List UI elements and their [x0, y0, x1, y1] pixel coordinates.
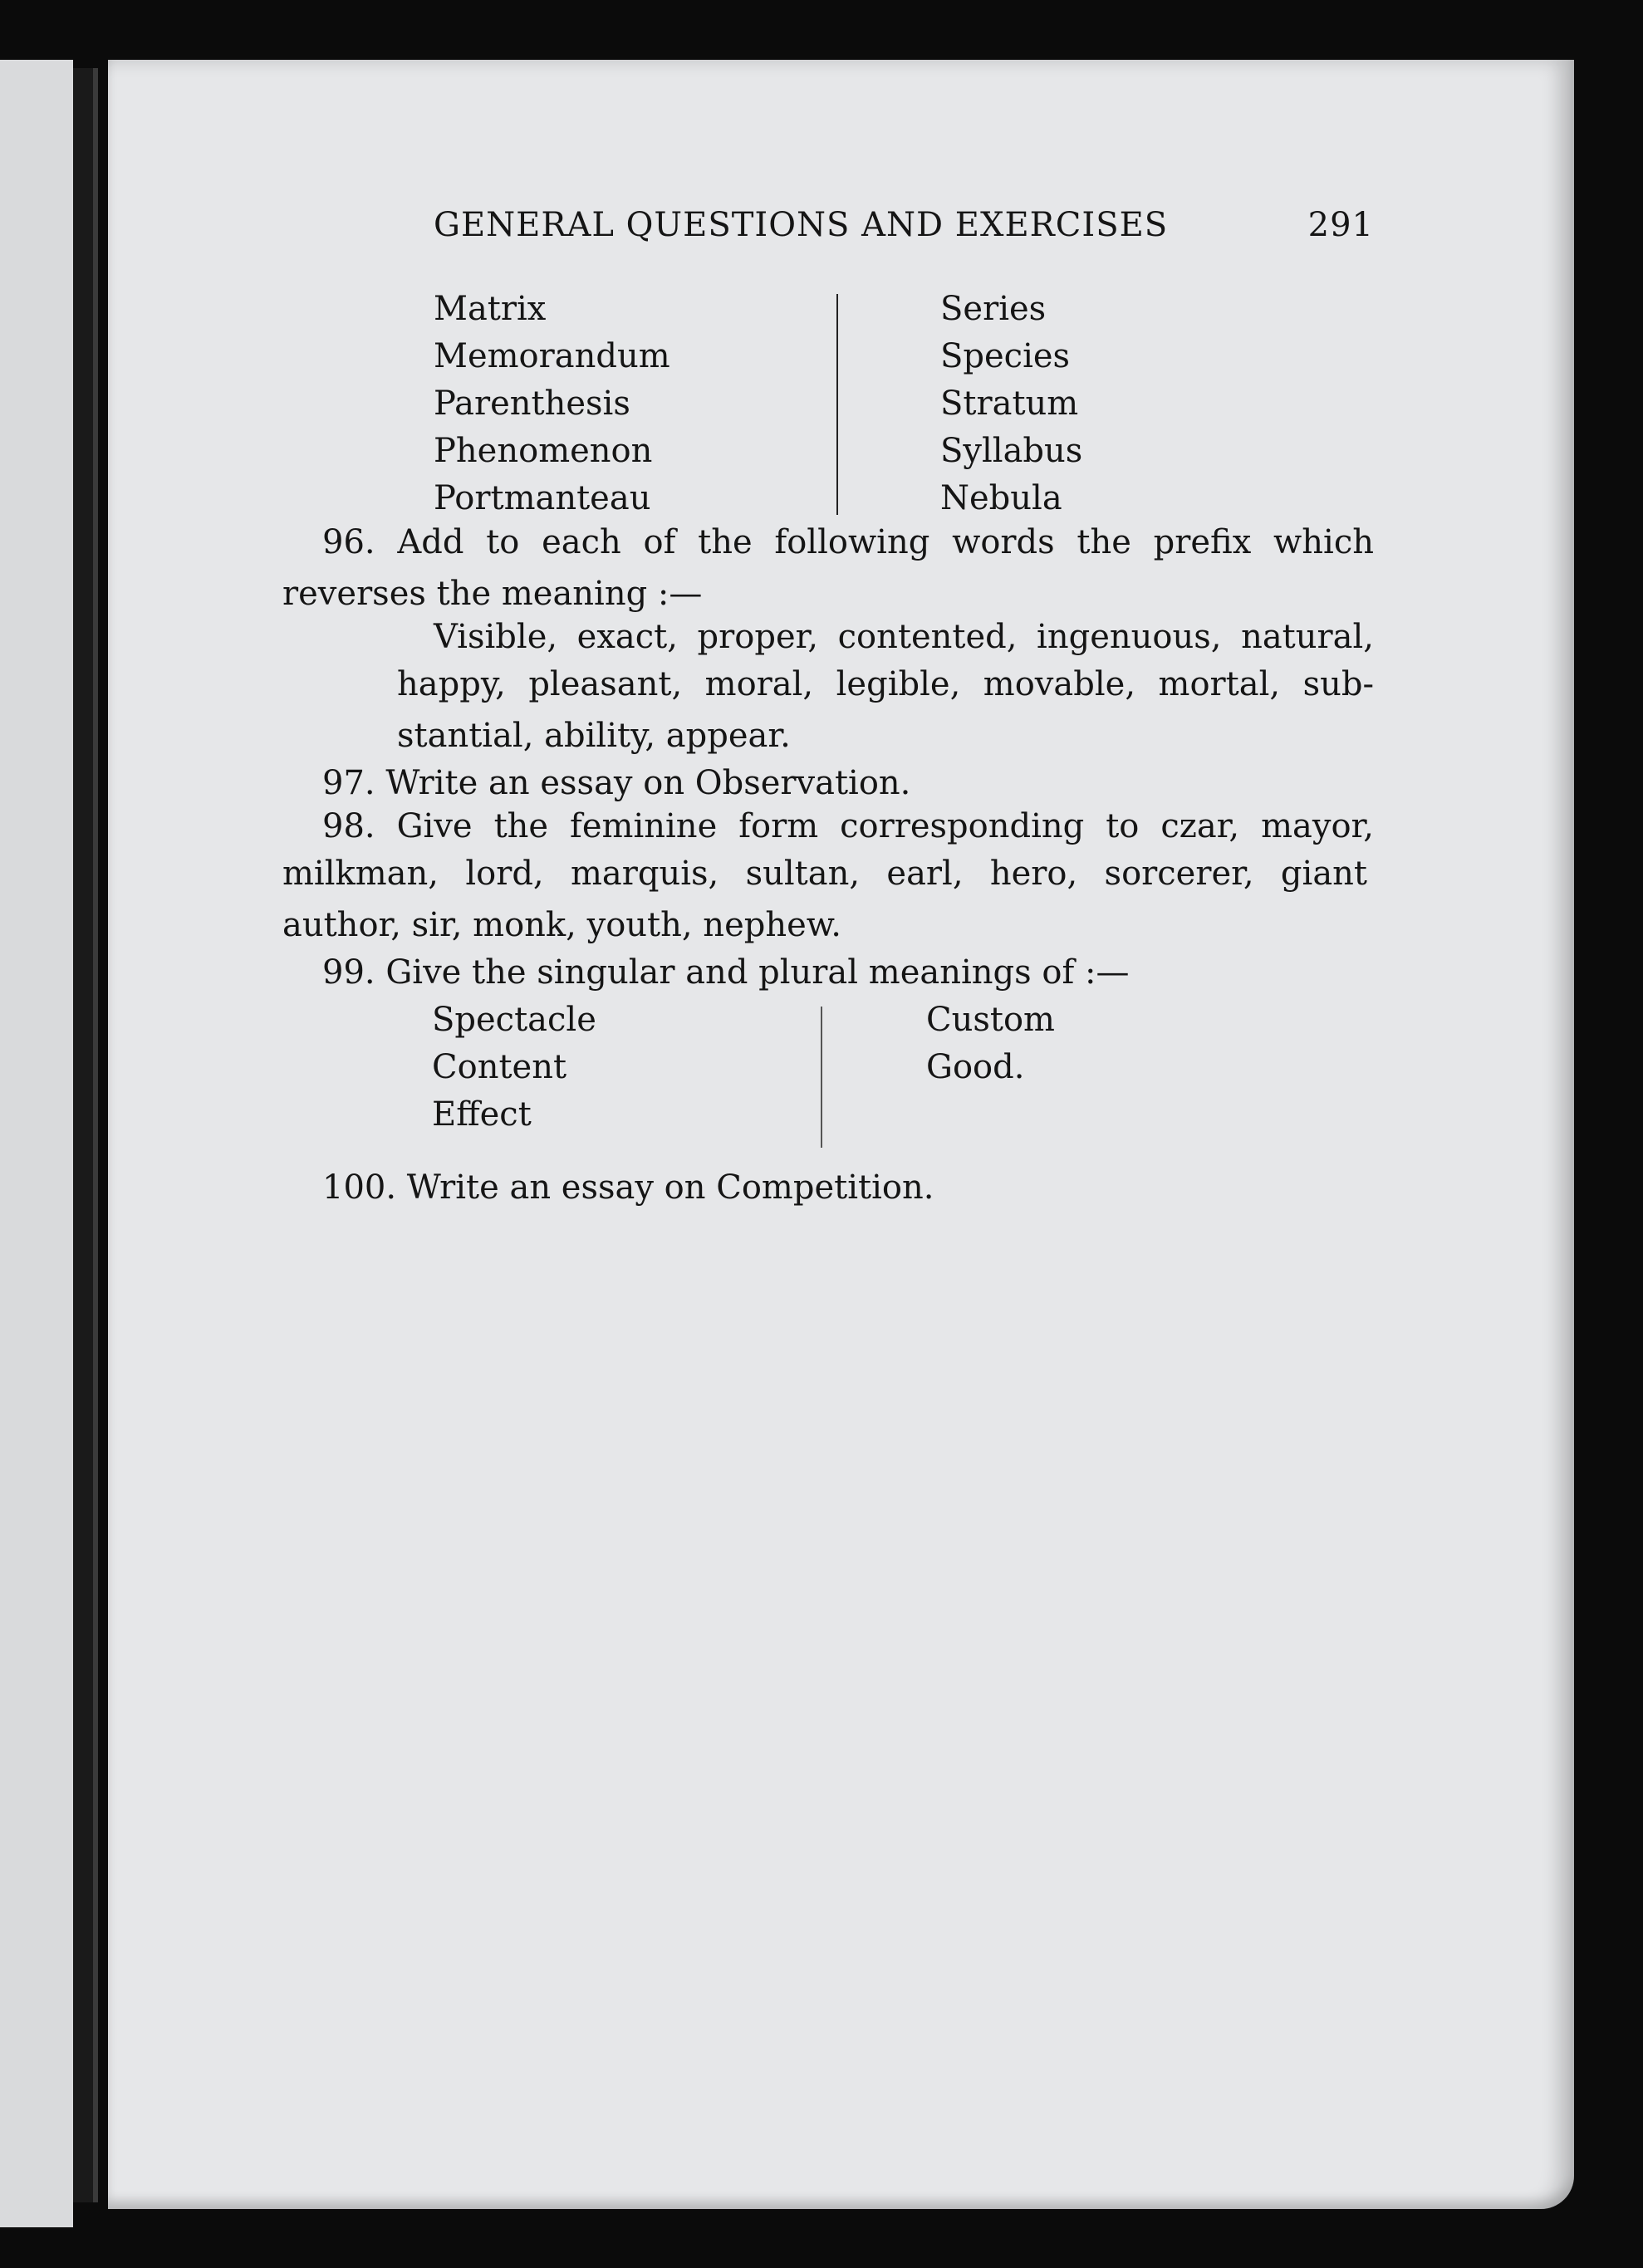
list-item: Spectacle	[432, 1001, 596, 1039]
list-item: Phenomenon	[434, 432, 653, 470]
question-97: 97. Write an essay on Observation.	[322, 764, 911, 802]
list-item: Content	[432, 1048, 567, 1086]
list-item: Good.	[926, 1048, 1025, 1086]
page-number: 291	[1307, 206, 1374, 244]
question-text: reverses the meaning :—	[282, 575, 703, 613]
list-item: Matrix	[434, 290, 547, 328]
book-page	[108, 60, 1574, 2209]
column-divider	[821, 1007, 822, 1148]
list-item: Effect	[432, 1095, 532, 1134]
book-spine	[73, 68, 98, 2202]
question-text: author, sir, monk, youth, nephew.	[282, 906, 841, 944]
list-item: Custom	[926, 1001, 1055, 1039]
question-text: milkman, lord, marquis, sultan, earl, hero, sorcerer, giant	[282, 855, 1367, 893]
question-100: 100. Write an essay on Competition.	[322, 1168, 934, 1207]
list-item: Nebula	[940, 479, 1062, 517]
question-99: 99. Give the singular and plural meanings of :—	[322, 953, 1130, 992]
question-text: 98. Give the feminine form corresponding to czar, mayor,	[322, 807, 1374, 845]
list-item: Syllabus	[940, 432, 1083, 470]
list-item: Parenthesis	[434, 385, 630, 423]
question-text: 96. Add to each of the following words the prefix which	[322, 523, 1374, 561]
column-divider	[836, 294, 838, 515]
list-item: Species	[940, 337, 1071, 375]
facing-page-edge	[0, 60, 73, 2227]
list-item: Portmanteau	[434, 479, 651, 517]
word-list-text: stantial, ability, appear.	[397, 717, 791, 755]
list-item: Stratum	[940, 385, 1079, 423]
header-title: GENERAL QUESTIONS AND EXERCISES	[434, 206, 1169, 244]
word-list-text: happy, pleasant, moral, legible, movable, mortal, sub-	[397, 665, 1374, 703]
word-list-text: Visible, exact, proper, contented, ingenuous, natural,	[434, 618, 1374, 656]
list-item: Series	[940, 290, 1047, 328]
list-item: Memorandum	[434, 337, 670, 375]
